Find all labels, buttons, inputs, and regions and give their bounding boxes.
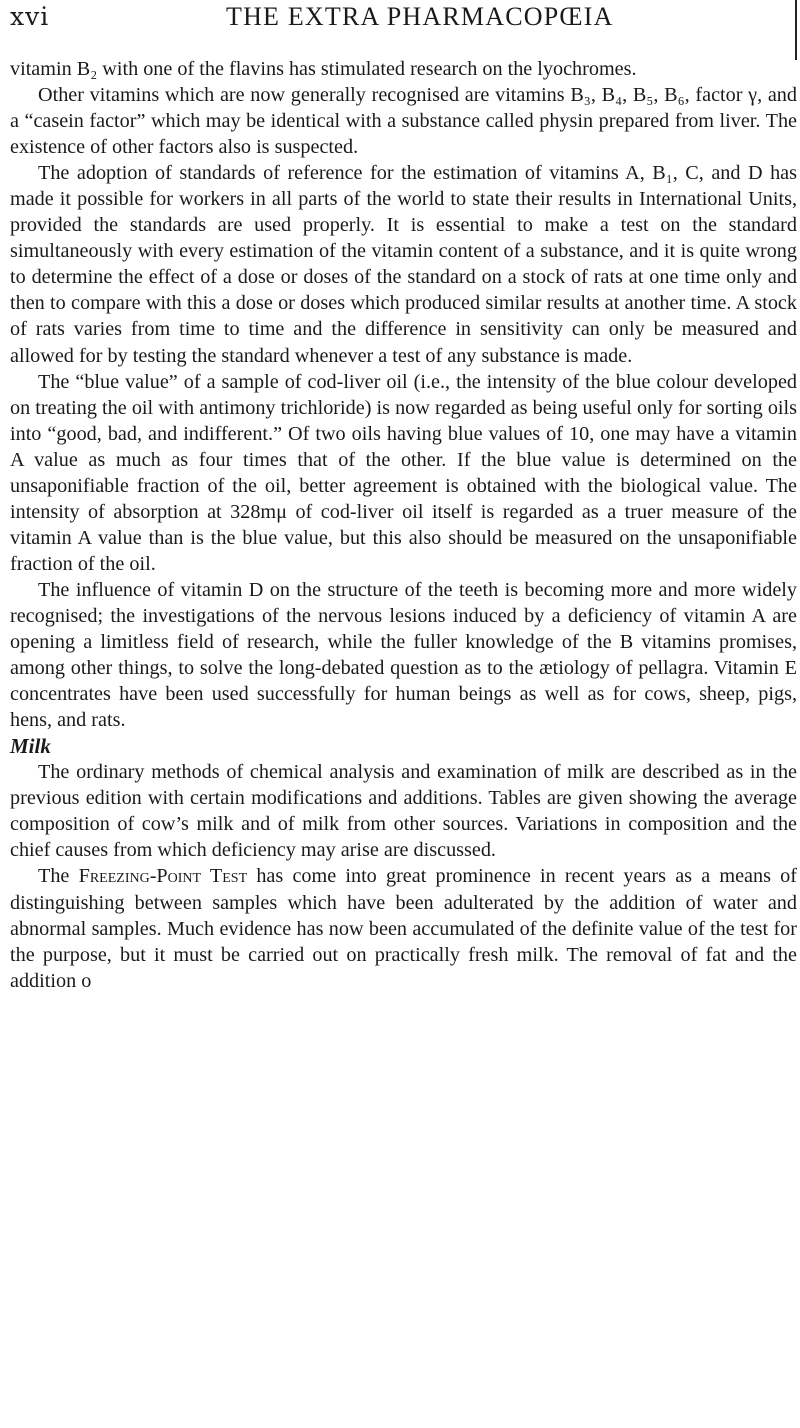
paragraph-freezing-point bbox=[10, 863, 797, 993]
section-heading-milk: Milk bbox=[10, 734, 51, 759]
freezing-point-term: Freezing-Point Test bbox=[78, 865, 248, 888]
paragraph-milk-methods: The ordinary methods of chemical analysis and examination of milk are described as in the previous edition with certain modifications and additions. Tables are given showing the average composition of cow’s milk and of milk from other sources. Variations in composition and the chief causes from which deficiency may arise are discussed. bbox=[10, 761, 797, 862]
paragraph-other-vitamins: Other vitamins which are now generally recognised are vitamins B₃, B₄, B₅, B₆, factor γ, and a “casein factor” which may be identical with a substance called physin prepared from liver. The existence of other factors also is suspected. bbox=[10, 84, 797, 159]
paragraph-blue-value: The “blue value” of a sample of cod-liver oil (i.e., the intensity of the blue colour developed on treating the oil with antimony trichloride) is now regarded as being useful only for sorting oils into “good, bad, and indifferent.” Of two oils having blue values of 10, one may have a vitamin A value as much as four times that of the other. If the blue value is determined on the unsaponifiable fraction of the oil, better agreement is obtained with the biological value. The intensity of absorption at 328mμ of cod-liver oil itself is regarded as a truer measure of the vitamin A value than is the blue value, but this also should be measured on the unsaponifiable fraction of the oil. bbox=[10, 370, 797, 575]
freezing-point-rest: has come into great prominence in recent years as a means of distinguishing between samples which have been adulterated by the addition of water and abnormal samples. Much evidence has now been accumulated of the definite value of the test for the purpose, but it must be carried out on practically fresh milk. The removal of fat and the addition o bbox=[10, 865, 797, 992]
running-title: THE EXTRA PHARMACOPŒIA bbox=[226, 2, 614, 31]
running-head bbox=[0, 0, 800, 40]
page-edge-line bbox=[795, 0, 797, 60]
paragraph-vitamin-d: The influence of vitamin D on the structure of the teeth is becoming more and more widely recognised; the investigations of the nervous lesions induced by a deficiency of vitamin A are opening a limitless field of research, while the fuller knowledge of the B vitamins promises, among other things, to solve the long-debated question as to the ætiology of pellagra. Vitamin E concentrates have been used successfully for human beings as well as for cows, sheep, pigs, hens, and rats. bbox=[10, 578, 797, 732]
paragraph-vitamin-b2: vitamin B₂ with one of the flavins has stimulated research on the lyochromes. bbox=[10, 58, 637, 80]
body-text bbox=[10, 56, 797, 994]
page-number: xvi bbox=[10, 2, 50, 31]
paragraph-standards: The adoption of standards of reference for the estimation of vitamins A, B₁, C, and D has made it possible for workers in all parts of the world to state their results in International Units, provided the standards are used properly. It is essential to make a test on the standard simultaneously with every estimation of the vitamin content of a substance, and it is quite wrong to determine the effect of a dose or doses of the standard on a stock of rats at one time only and then to compare with this a dose or doses which produced similar results at another time. A stock of rats varies from time to time and the difference in sensitivity can only be measured and allowed for by testing the standard whenever a test of any substance is made. bbox=[10, 162, 797, 367]
freezing-point-lead: The bbox=[38, 865, 79, 888]
